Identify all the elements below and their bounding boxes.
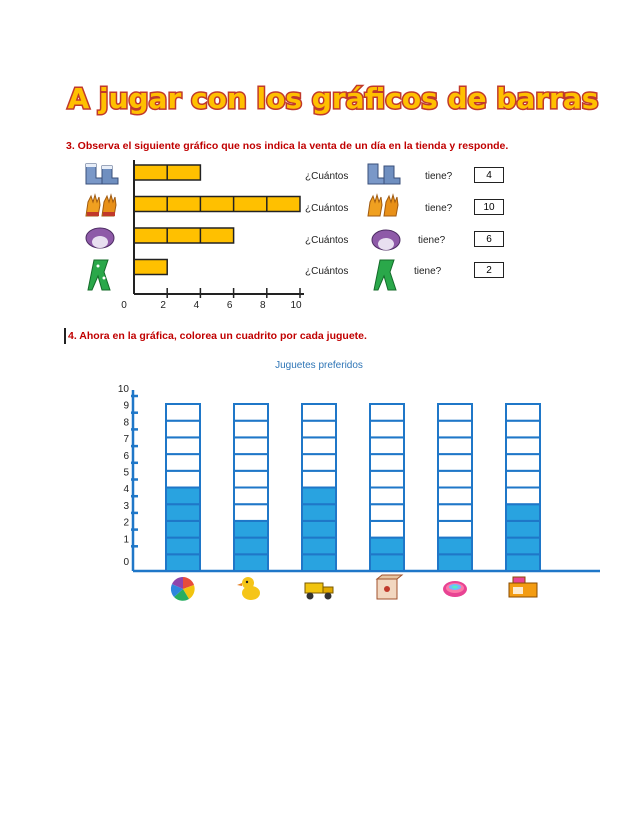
title-text: A jugar con los gráficos de barras [67, 82, 599, 115]
x-tick-label: 8 [260, 300, 266, 311]
question-suffix: tiene? [425, 171, 453, 182]
y-tick-label: 5 [123, 467, 129, 479]
grid-cell[interactable] [166, 521, 200, 538]
grid-cell[interactable] [234, 538, 268, 555]
boots-icon [368, 164, 400, 184]
x-tick-label: 0 [121, 300, 127, 311]
grid-cell[interactable] [370, 471, 404, 488]
bar-cubo[interactable] [370, 404, 404, 571]
grid-cell[interactable] [370, 437, 404, 454]
y-tick-label: 1 [123, 534, 129, 546]
bar-camión[interactable] [302, 404, 336, 571]
block-icon [377, 575, 402, 599]
answer-box[interactable]: 4 [474, 167, 504, 183]
grid-cell[interactable] [234, 471, 268, 488]
margin-marker [64, 328, 66, 344]
vertical-bar-chart [100, 380, 610, 610]
x-tick-label: 6 [226, 300, 233, 311]
y-tick-label: 8 [123, 417, 129, 429]
y-tick-label: 2 [123, 517, 129, 529]
grid-cell[interactable] [506, 488, 540, 505]
question-icons [360, 162, 420, 292]
y-tick-label: 7 [123, 434, 129, 446]
grid-cell[interactable] [166, 488, 200, 505]
grid-cell[interactable] [370, 538, 404, 555]
grid-cell[interactable] [302, 454, 336, 471]
gloves-icon [86, 195, 116, 216]
grid-cell[interactable] [370, 421, 404, 438]
grid-cell[interactable] [438, 471, 472, 488]
bar-gorro [134, 228, 234, 243]
grid-cell[interactable] [438, 488, 472, 505]
y-tick-label: 6 [123, 450, 129, 462]
grid-cell[interactable] [234, 504, 268, 521]
y-tick-label: 4 [123, 484, 129, 496]
grid-cell[interactable] [234, 404, 268, 421]
page-title [0, 78, 638, 126]
grid-cell[interactable] [370, 554, 404, 571]
y-tick-label: 9 [123, 400, 129, 412]
gloves-icon [368, 195, 398, 216]
grid-cell[interactable] [302, 488, 336, 505]
x-tick-label: 10 [290, 300, 302, 311]
boots-icon [86, 164, 118, 184]
grid-cell[interactable] [506, 521, 540, 538]
grid-cell[interactable] [302, 538, 336, 555]
grid-cell[interactable] [234, 421, 268, 438]
grid-cell[interactable] [302, 504, 336, 521]
grid-cell[interactable] [166, 554, 200, 571]
grid-cell[interactable] [506, 437, 540, 454]
chart-title: Juguetes preferidos [275, 360, 363, 371]
grid-cell[interactable] [234, 554, 268, 571]
bar-pelota[interactable] [166, 404, 200, 571]
grid-cell[interactable] [370, 454, 404, 471]
grid-cell[interactable] [166, 421, 200, 438]
grid-cell[interactable] [302, 471, 336, 488]
x-tick-label: 2 [160, 300, 166, 311]
question-suffix: tiene? [418, 235, 446, 246]
grid-cell[interactable] [506, 504, 540, 521]
grid-cell[interactable] [438, 521, 472, 538]
truck-icon [305, 583, 333, 600]
question-suffix: tiene? [425, 203, 453, 214]
slinky-icon [443, 581, 467, 597]
grid-cell[interactable] [506, 554, 540, 571]
y-tick-label: 3 [123, 500, 129, 512]
bar-cocinita[interactable] [506, 404, 540, 571]
ball-icon [171, 577, 195, 601]
kitchen-icon [509, 577, 537, 597]
grid-cell[interactable] [438, 404, 472, 421]
grid-cell[interactable] [166, 454, 200, 471]
instruction-4: 4. Ahora en la gráfica, colorea un cuadrito por cada juguete. [68, 330, 367, 342]
duck-icon [237, 577, 260, 600]
grid-cell[interactable] [438, 421, 472, 438]
answer-box[interactable]: 6 [474, 231, 504, 247]
grid-cell[interactable] [506, 404, 540, 421]
grid-cell[interactable] [302, 404, 336, 421]
scarf-icon [88, 260, 110, 290]
grid-cell[interactable] [166, 538, 200, 555]
x-tick-label: 4 [193, 300, 200, 311]
bar-slinky[interactable] [438, 404, 472, 571]
instruction-3: 3. Observa el siguiente gráfico que nos indica la venta de un día en la tienda y responde. [66, 140, 509, 152]
grid-cell[interactable] [506, 471, 540, 488]
grid-cell[interactable] [438, 454, 472, 471]
grid-cell[interactable] [506, 538, 540, 555]
grid-cell[interactable] [166, 404, 200, 421]
grid-cell[interactable] [302, 421, 336, 438]
grid-cell[interactable] [438, 437, 472, 454]
grid-cell[interactable] [166, 437, 200, 454]
bar-bufanda [134, 260, 167, 275]
grid-cell[interactable] [506, 421, 540, 438]
grid-cell[interactable] [370, 504, 404, 521]
bar-patito[interactable] [234, 404, 268, 571]
grid-cell[interactable] [166, 504, 200, 521]
grid-cell[interactable] [234, 454, 268, 471]
grid-cell[interactable] [302, 437, 336, 454]
grid-cell[interactable] [166, 471, 200, 488]
grid-cell[interactable] [234, 437, 268, 454]
scarf-icon [374, 260, 396, 290]
grid-cell[interactable] [370, 488, 404, 505]
grid-cell[interactable] [370, 521, 404, 538]
question-prefix: ¿Cuántos [305, 203, 349, 214]
grid-cell[interactable] [438, 504, 472, 521]
grid-cell[interactable] [234, 521, 268, 538]
grid-cell[interactable] [234, 488, 268, 505]
question-prefix: ¿Cuántos [305, 171, 349, 182]
hat-icon [86, 228, 114, 248]
hat-icon [372, 230, 400, 250]
grid-cell[interactable] [506, 454, 540, 471]
grid-cell[interactable] [302, 521, 336, 538]
question-prefix: ¿Cuántos [305, 235, 349, 246]
grid-cell[interactable] [438, 538, 472, 555]
question-suffix: tiene? [414, 266, 442, 277]
y-tick-label: 10 [117, 384, 129, 395]
grid-cell[interactable] [438, 554, 472, 571]
grid-cell[interactable] [370, 404, 404, 421]
grid-cell[interactable] [302, 554, 336, 571]
bar-guantes [134, 197, 300, 212]
answer-box[interactable]: 10 [474, 199, 504, 215]
y-tick-label: 0 [123, 557, 129, 568]
question-prefix: ¿Cuántos [305, 266, 349, 277]
answer-box[interactable]: 2 [474, 262, 504, 278]
